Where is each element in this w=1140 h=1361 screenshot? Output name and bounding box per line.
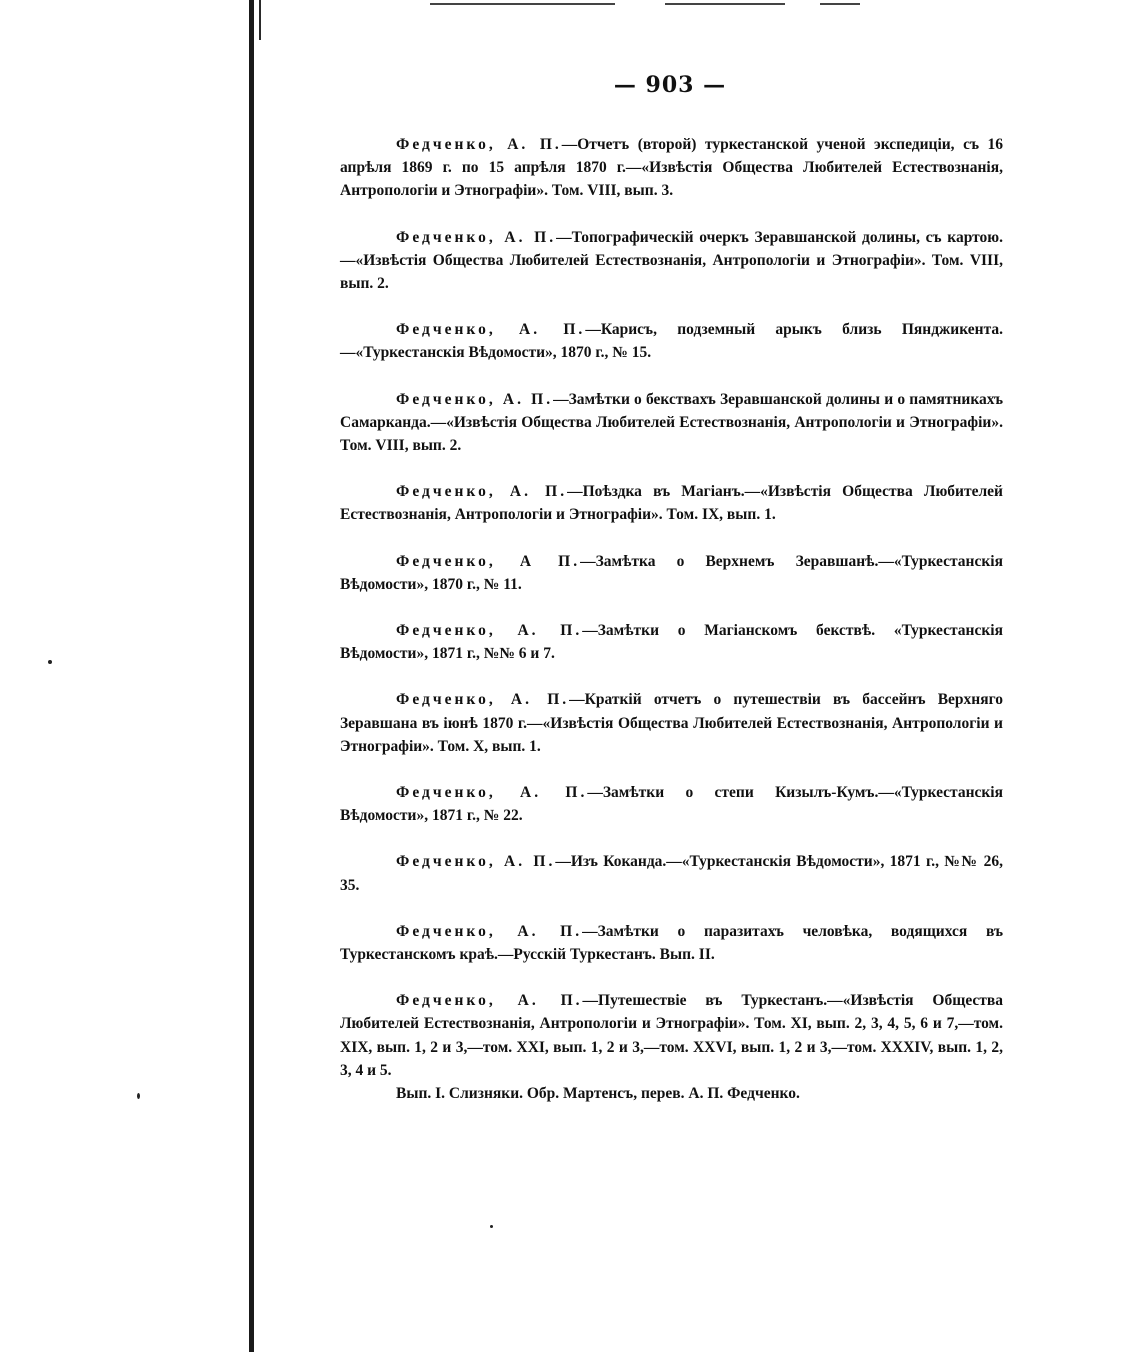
scan-speck [48,660,52,664]
bibliography-entry [340,550,1003,596]
page-number: — 903 — [613,72,727,98]
entry-author: Федченко, А. П. [396,691,570,709]
entry-author: Федченко, А. П. [396,784,588,802]
entry-text: —Изъ Коканда.—«Туркестанскія Вѣдомости», 1871 г., №№ 26, 35. [340,853,1004,894]
entry-author: Федченко, А. П. [396,622,583,640]
entry-author: Федченко, А. П. [396,992,583,1010]
scan-noise [430,3,615,5]
entry-author: Федченко, А. П. [396,853,556,871]
entry-author: Федченко, А. П. [396,321,586,339]
bibliography-entry [340,920,1003,966]
entry-text: —Краткій отчетъ о путешествіи въ бассейнъ Верхняго Зеравшана въ іюнѣ 1870 г.—«Извѣстія Общества Любителей Естествознанія, Антропологіи и Этнографіи». Том. X, вып. 1. [340,691,1004,755]
entry-author: Федченко, А. П. [396,922,583,940]
entry-author: Федченко, А П. [396,552,581,570]
entry-text: —Путешествіе въ Туркестанъ.—«Извѣстія Общества Любителей Естествознанія, Антропологіи и Этнографіи». Том. XI, вып. 2, 3, 4, 5, 6 и 7,—том. XIX, вып. 1, 2 и 3,—том. XXI, вып. 1, 2 и 3,—том. XXVI, вып. 1, 2 и 3,—том. XXXIV, вып. 1, 2, 3, 4 и 5. [340,992,1003,1079]
scan-speck [490,1225,493,1228]
entry-text: —Топографическій очеркъ Зеравшанской долины, съ картою.—«Извѣстія Общества Любителей Естествознанія, Антропологіи и Этнографіи». Том. VIII, вып. 2. [340,228,1003,293]
bibliography-entry [340,226,1003,296]
bibliography-entry [340,133,1003,203]
bibliography-entry [340,318,1003,364]
entry-author: Федченко, А. П. [396,136,562,153]
entry-text: —Замѣтки о бекствахъ Зеравшанской долины и о памятникахъ Самарканда.—«Извѣстія Общества Любителей Естествознанія, Антропологіи и Этнографіи». Том. VIII, вып. 2. [340,390,1004,455]
scan-speck [137,1093,140,1099]
entry-author: Федченко, А. П. [396,228,557,246]
page-binding-edge-thin [259,0,261,40]
bibliography-entry [340,989,1003,1082]
entry-text: —Замѣтки о Магіанскомъ бекствѣ. «Туркестанскія Вѣдомости», 1871 г., №№ 6 и 7. [340,622,1003,663]
bibliography-entry [340,619,1003,665]
bibliography-entry [340,850,1003,896]
entry-text: —Замѣтки о степи Кизылъ-Кумъ.—«Туркестанскія Вѣдомости», 1871 г., № 22. [340,784,1004,825]
entry-author: Федченко, А. П. [396,390,554,408]
entry-text: —Отчетъ (второй) туркестанской ученой экспедиціи, съ 16 апрѣля 1869 г. по 15 апрѣля 1870 г.—«Извѣстія Общества Любителей Естествознанія, Антропологіи и Этнографіи». Том. VIII, вып. 3. [340,136,1003,200]
entry-author: Федченко, А. П. [396,483,568,501]
bibliography-list [340,133,1003,1105]
entry-text: —Карисъ, подземный арыкъ близь Пянджикента.—«Туркестанскія Вѣдомости», 1870 г., № 15. [340,321,1004,362]
bibliography-entry [340,480,1003,526]
entry-text: —Поѣздка въ Магіанъ.—«Извѣстія Общества Любителей Естествознанія, Антропологіи и Этнографіи». Том. IX, вып. 1. [340,483,1003,524]
page-binding-edge [249,0,254,1352]
bibliography-entry [340,388,1003,458]
entry-text: —Замѣтки о паразитахъ человѣка, водящихся въ Туркестанскомъ краѣ.—Русскій Туркестанъ. Вып. II. [340,922,1003,964]
entry-note: Вып. I. Слизняки. Обр. Мартенсъ, перев. А. П. Федченко. [396,1085,800,1103]
bibliography-entry [340,688,1003,758]
scan-noise [820,3,860,5]
scan-noise [665,3,785,5]
bibliography-entry [340,781,1003,827]
entry-text: —Замѣтка о Верхнемъ Зеравшанѣ.—«Туркестанскія Вѣдомости», 1870 г., № 11. [340,552,1003,593]
